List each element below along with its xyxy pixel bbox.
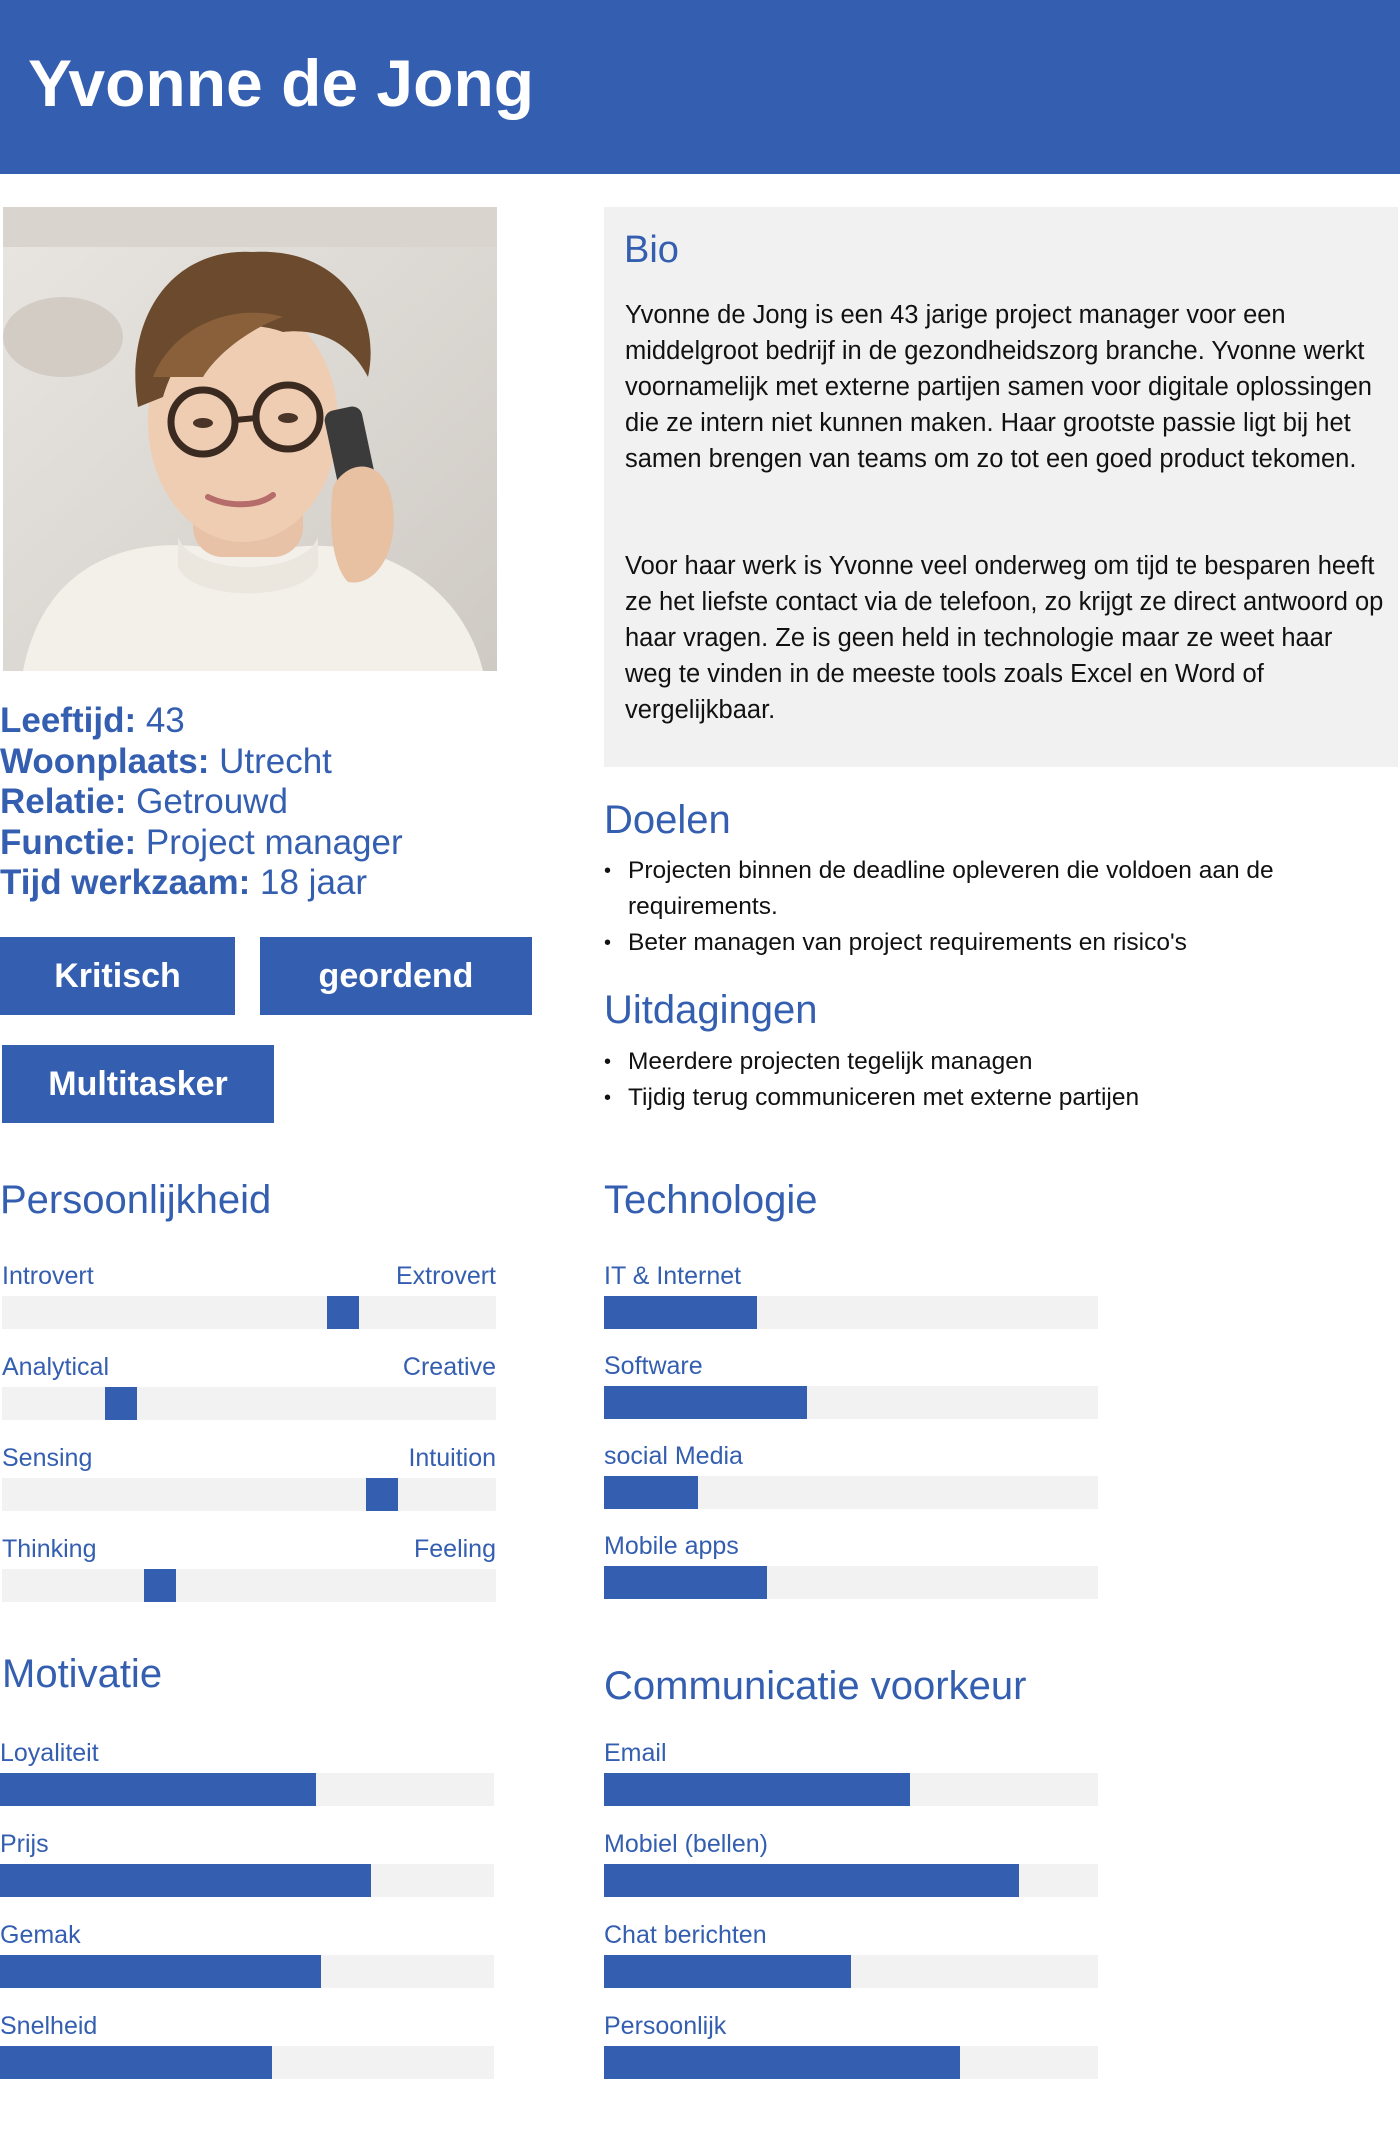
bio-paragraph: Yvonne de Jong is een 43 jarige project manager voor een middelgroot bedrijf in de gezondheidszorg branche. Yvonne werkt voornamelijk met externe partijen samen voor digitale oplossingen die ze intern niet kunnen maken. Haar grootste passie ligt bij het samen brengen van teams om zo tot een goed product tekomen. bbox=[625, 301, 1372, 473]
bar-track bbox=[0, 1773, 494, 1806]
bar-track bbox=[604, 1566, 1098, 1599]
bar-track bbox=[0, 1864, 494, 1897]
scale-track bbox=[2, 1296, 496, 1329]
bar-fill bbox=[0, 1864, 371, 1897]
scale-track bbox=[2, 1569, 496, 1602]
scale-right-label: Intuition bbox=[408, 1444, 496, 1472]
bar-label: Chat berichten bbox=[604, 1921, 767, 1949]
bar-track bbox=[604, 1773, 1098, 1806]
bar-label: Mobile apps bbox=[604, 1532, 739, 1560]
bar-fill bbox=[604, 1476, 698, 1509]
scale-left-label: Analytical bbox=[2, 1353, 109, 1381]
bio-paragraph: Voor haar werk is Yvonne veel onderweg om tijd te besparen heeft ze het liefste contact via de telefoon, zo krijgt ze direct antwoord op haar vragen. Ze is geen held in technologie maar ze weet haar weg te vinden in de meeste tools zoals Excel en Word of vergelijkbaar. bbox=[625, 552, 1384, 724]
scale-track bbox=[2, 1478, 496, 1511]
bar-fill bbox=[604, 1566, 767, 1599]
bar-track bbox=[604, 1955, 1098, 1988]
scale-left-label: Thinking bbox=[2, 1535, 97, 1563]
bar-fill bbox=[604, 2046, 960, 2079]
fact-relationship: Relatie: Getrouwd bbox=[0, 782, 288, 821]
bio-panel bbox=[604, 207, 1398, 767]
personality-title: Persoonlijkheid bbox=[0, 1178, 272, 1222]
fact-residence: Woonplaats: Utrecht bbox=[0, 741, 332, 781]
bar-label: Loyaliteit bbox=[0, 1739, 99, 1767]
challenges-title: Uitdagingen bbox=[604, 988, 818, 1032]
bar-label: IT & Internet bbox=[604, 1262, 742, 1290]
motivation-title: Motivatie bbox=[2, 1652, 163, 1696]
bar-label: Email bbox=[604, 1739, 667, 1767]
goals-list bbox=[604, 853, 1364, 961]
bar-track bbox=[604, 1864, 1098, 1897]
list-item: • Meerdere projecten tegelijk managen bbox=[604, 1044, 1364, 1080]
trait-tag: Kritisch bbox=[0, 937, 235, 1015]
persona-photo bbox=[3, 207, 497, 671]
scale-marker bbox=[327, 1296, 359, 1329]
bar-label: Software bbox=[604, 1352, 703, 1380]
bar-label: social Media bbox=[604, 1442, 743, 1470]
list-item: • Projecten binnen de deadline opleveren die voldoen aan de requirements. bbox=[604, 853, 1364, 925]
goals-title: Doelen bbox=[604, 798, 731, 842]
bar-track bbox=[604, 2046, 1098, 2079]
bar-label: Gemak bbox=[0, 1921, 81, 1949]
bar-track bbox=[604, 1476, 1098, 1509]
bio-title: Bio bbox=[624, 229, 679, 271]
persona-name: Yvonne de Jong bbox=[28, 46, 535, 120]
scale-left-label: Sensing bbox=[2, 1444, 93, 1472]
bar-fill bbox=[0, 1773, 316, 1806]
scale-marker bbox=[144, 1569, 176, 1602]
bar-fill bbox=[604, 1386, 807, 1419]
bar-fill bbox=[604, 1864, 1019, 1897]
trait-tag: geordend bbox=[260, 937, 532, 1015]
fact-job: Functie: Project manager bbox=[0, 822, 403, 862]
scale-marker bbox=[366, 1478, 398, 1511]
bar-label: Persoonlijk bbox=[604, 2012, 727, 2040]
bar-label: Prijs bbox=[0, 1830, 49, 1858]
bar-fill bbox=[604, 1773, 910, 1806]
challenges-list bbox=[604, 1044, 1364, 1116]
communication-title: Communicatie voorkeur bbox=[604, 1664, 1027, 1708]
bar-label: Snelheid bbox=[0, 2012, 98, 2040]
bar-fill bbox=[604, 1296, 757, 1329]
trait-tag: Multitasker bbox=[2, 1045, 274, 1123]
bar-fill bbox=[0, 2046, 272, 2079]
fact-years-employed: Tijd werkzaam: 18 jaar bbox=[0, 863, 368, 902]
bar-fill bbox=[604, 1955, 851, 1988]
technology-title: Technologie bbox=[604, 1178, 818, 1222]
scale-left-label: Introvert bbox=[2, 1262, 94, 1290]
list-item: • Tijdig terug communiceren met externe partijen bbox=[604, 1080, 1364, 1116]
list-item: • Beter managen van project requirements en risico's bbox=[604, 925, 1364, 961]
header-banner bbox=[0, 0, 1400, 174]
bar-fill bbox=[0, 1955, 321, 1988]
scale-marker bbox=[105, 1387, 137, 1420]
bar-track bbox=[604, 1386, 1098, 1419]
persona-facts bbox=[0, 701, 403, 904]
scale-right-label: Feeling bbox=[414, 1535, 496, 1563]
bar-track bbox=[604, 1296, 1098, 1329]
bar-label: Mobiel (bellen) bbox=[604, 1830, 768, 1858]
scale-right-label: Extrovert bbox=[395, 1262, 496, 1290]
fact-age: Leeftijd: 43 bbox=[0, 701, 185, 740]
bar-track bbox=[0, 1955, 494, 1988]
scale-track bbox=[2, 1387, 496, 1420]
scale-right-label: Creative bbox=[402, 1353, 496, 1381]
bar-track bbox=[0, 2046, 494, 2079]
